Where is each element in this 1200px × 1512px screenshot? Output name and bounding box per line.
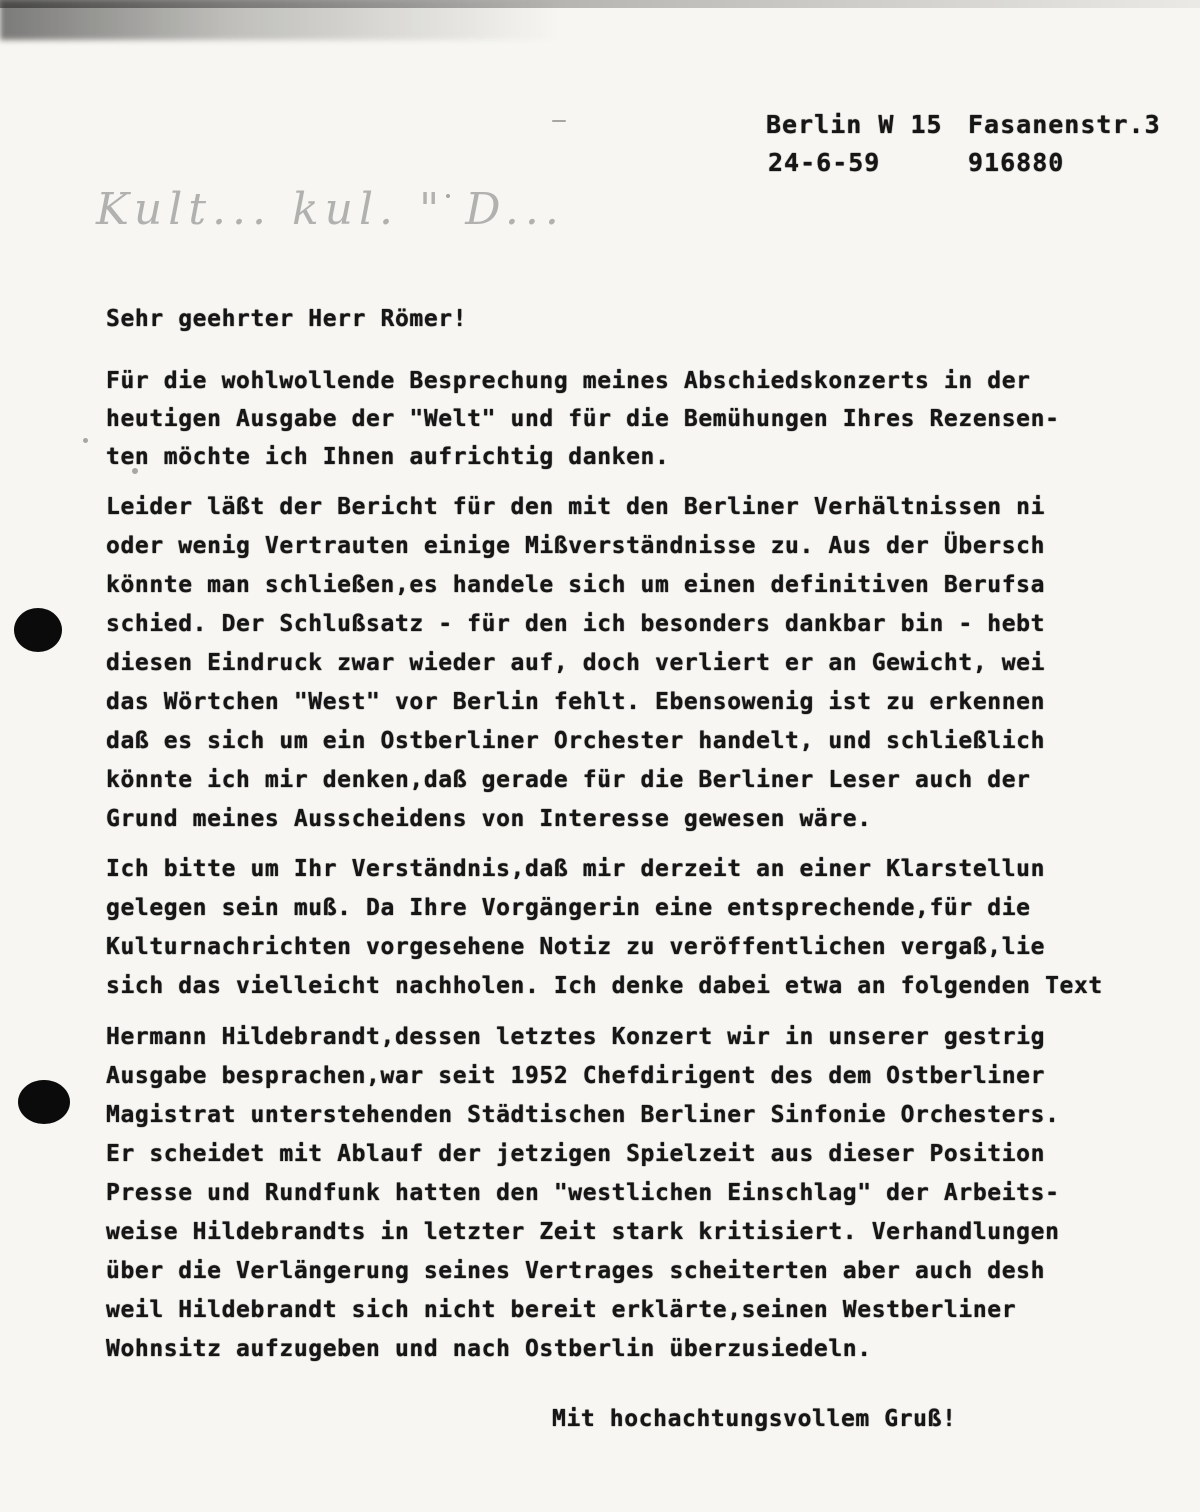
letter-line: ten möchte ich Ihnen aufrichtig danken. <box>106 444 670 470</box>
scan-smudge <box>0 0 560 40</box>
letter-line: heutigen Ausgabe der "Welt" und für die Bemühungen Ihres Rezensen- <box>106 406 1060 432</box>
letter-line: Hermann Hildebrandt,dessen letztes Konzert wir in unserer gestrig <box>106 1024 1046 1050</box>
letter-line: Er scheidet mit Ablauf der jetzigen Spielzeit aus dieser Position <box>106 1141 1046 1167</box>
letter-line: sich das vielleicht nachholen. Ich denke dabei etwa an folgenden Text <box>106 973 1103 999</box>
punch-hole-bottom <box>18 1080 70 1124</box>
speck <box>552 120 566 122</box>
letter-line: Ich bitte um Ihr Verständnis,daß mir derzeit an einer Klarstellun <box>106 856 1046 882</box>
sender-address: Berlin W 15 <box>766 110 943 139</box>
letter-line: Kulturnachrichten vorgesehene Notiz zu veröffentlichen vergaß,lie <box>106 934 1046 960</box>
letter-line: Magistrat unterstehenden Städtischen Berliner Sinfonie Orchesters. <box>106 1102 1060 1128</box>
letter-line: Grund meines Ausscheidens von Interesse gewesen wäre. <box>106 806 872 832</box>
letter-line: über die Verlängerung seines Vertrages scheiterten aber auch desh <box>106 1258 1046 1284</box>
letter-date: 24-6-59 <box>768 148 881 177</box>
letter-line: könnte ich mir denken,daß gerade für die Berliner Leser auch der <box>106 767 1031 793</box>
letter-line: schied. Der Schlußsatz - für den ich besonders dankbar bin - hebt <box>106 611 1046 637</box>
sender-phone: 916880 <box>968 148 1065 177</box>
handwritten-note: Kult... kul. " D... <box>96 184 565 235</box>
letter-line: Ausgabe besprachen,war seit 1952 Chefdirigent des dem Ostberliner <box>106 1063 1046 1089</box>
sender-street: Fasanenstr.3 <box>968 110 1161 139</box>
punch-hole-top <box>14 608 62 652</box>
letter-line: Für die wohlwollende Besprechung meines Abschiedskonzerts in der <box>106 368 1031 394</box>
letter-line: Presse und Rundfunk hatten den "westlichen Einschlag" der Arbeits- <box>106 1180 1060 1206</box>
letter-line: das Wörtchen "West" vor Berlin fehlt. Ebensowenig ist zu erkennen <box>106 689 1046 715</box>
letter-line: oder wenig Vertrauten einige Mißverständnisse zu. Aus der Übersch <box>106 533 1046 559</box>
letter-line: diesen Eindruck zwar wieder auf, doch verliert er an Gewicht, wei <box>106 650 1046 676</box>
letter-line: gelegen sein muß. Da Ihre Vorgängerin eine entsprechende,für die <box>106 895 1031 921</box>
closing: Mit hochachtungsvollem Gruß! <box>552 1406 957 1432</box>
letter-line: könnte man schließen,es handele sich um einen definitiven Berufsa <box>106 572 1046 598</box>
letter-line: Wohnsitz aufzugeben und nach Ostberlin überzusiedeln. <box>106 1336 872 1362</box>
speck <box>83 438 88 443</box>
letter-line: weise Hildebrandts in letzter Zeit stark kritisiert. Verhandlungen <box>106 1219 1060 1245</box>
letter-line: weil Hildebrandt sich nicht bereit erklärte,seinen Westberliner <box>106 1297 1017 1323</box>
letter-line: daß es sich um ein Ostberliner Orchester handelt, und schließlich <box>106 728 1046 754</box>
letter-line: Leider läßt der Bericht für den mit den Berliner Verhältnissen ni <box>106 494 1046 520</box>
salutation: Sehr geehrter Herr Römer! <box>106 306 468 332</box>
